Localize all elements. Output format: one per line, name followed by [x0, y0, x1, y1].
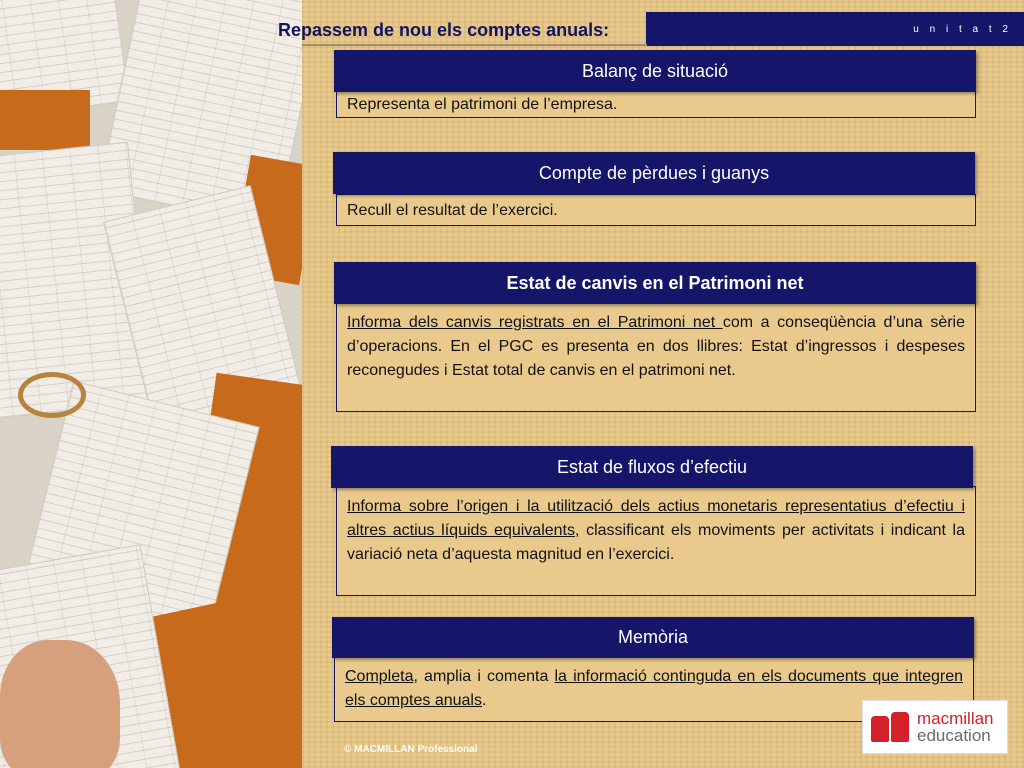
background-photo — [0, 0, 302, 768]
section-income-statement-text-box — [336, 194, 976, 226]
macmillan-logo-icon — [871, 710, 911, 744]
section-equity-changes-heading — [334, 262, 976, 304]
section-heading-label: Balanç de situació — [581, 60, 729, 81]
section-cash-flows-text-box — [336, 486, 976, 596]
section-text: , classificant els moviments per activitats i indicant la variació neta d’aquesta magnitud en l’exercici. — [347, 522, 966, 563]
section-text-underlined: Completa, — [345, 668, 418, 685]
section-income-statement-heading — [333, 152, 975, 194]
section-equity-changes-text-box — [336, 302, 976, 412]
section-text: com a conseqüència d’una sèrie d’operacions. En el PGC es presenta en dos llibres: Estat d’ingressos i despeses reconegudes i Estat total de canvis en el patrimoni net. — [347, 314, 966, 379]
unit-label: u n i t a t 2 — [913, 24, 1012, 35]
section-cash-flows-heading — [331, 446, 973, 488]
section-heading-label: Estat de fluxos d’efectiu — [556, 456, 748, 477]
hand-image — [0, 640, 120, 768]
section-text-underlined: la informació continguda en els documents que integren els comptes anuals — [345, 668, 963, 709]
section-heading-label: Estat de canvis en el Patrimoni net — [506, 272, 804, 293]
logo-line-2: education — [917, 726, 991, 745]
section-text-underlined: Informa sobre l’origen i la utilització dels actius monetaris representatius d’efectiu i altres actius líquids equivalents — [347, 498, 965, 539]
section-text: Recull el resultat de l’exercici. — [347, 202, 558, 219]
section-text: . — [481, 692, 487, 709]
section-balance-heading — [334, 50, 976, 92]
section-heading-label: Memòria — [617, 627, 688, 647]
glasses-icon — [18, 372, 86, 418]
section-text-underlined: Informa dels canvis registrats en el Patrimoni net — [347, 314, 723, 331]
section-text: amplia i comenta — [417, 668, 555, 685]
title-underline — [302, 44, 647, 46]
logo-line-1: macmillan — [917, 709, 994, 728]
page-title: Repassem de nou els comptes anuals: — [278, 20, 610, 40]
section-text: Representa el patrimoni de l’empresa. — [347, 96, 618, 113]
section-heading-label: Compte de pèrdues i guanys — [538, 162, 770, 183]
folder-image — [0, 90, 90, 150]
macmillan-education-logo — [862, 700, 1008, 754]
section-notes-heading — [332, 617, 974, 658]
top-bar — [646, 12, 1024, 46]
section-balance-text-box — [336, 90, 976, 118]
copyright-footer: © MACMILLAN Professional — [344, 744, 478, 755]
